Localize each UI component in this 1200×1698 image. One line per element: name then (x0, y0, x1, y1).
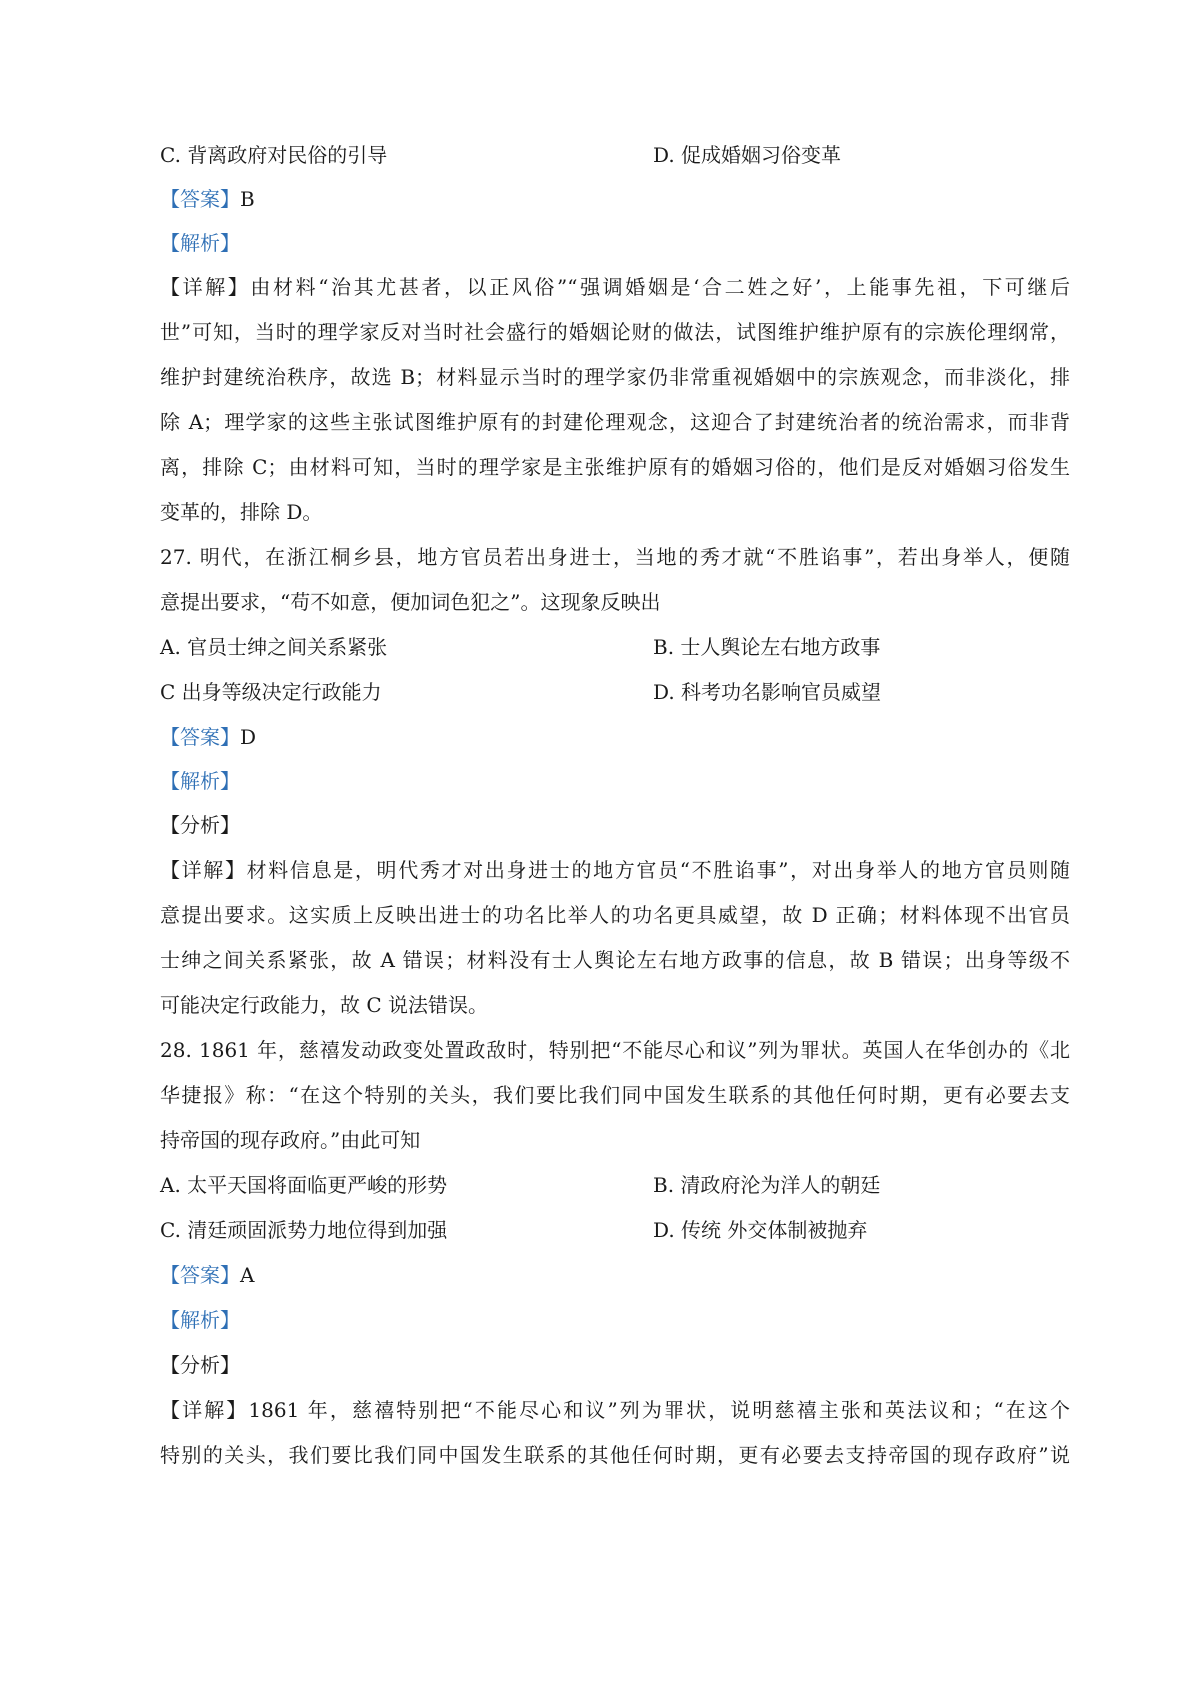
q26-option-c: C. 背离政府对民俗的引导 (160, 143, 388, 167)
q27-option-c: C 出身等级决定行政能力 (160, 680, 382, 704)
answer-tag: 【答案】 (160, 1263, 240, 1287)
q26-option-d: D. 促成婚姻习俗变革 (653, 143, 842, 167)
q27-detail-line: 意提出要求。这实质上反映出进士的功名比举人的功名更具威望，故 D 正确；材料体现不出官员 (160, 903, 1070, 927)
q28-detail-line: 【详解】1861 年，慈禧特别把“不能尽心和议”列为罪状，说明慈禧主张和英法议和；“在这个 (160, 1398, 1070, 1422)
q28-option-d: D. 传统 外交体制被抛弃 (653, 1218, 868, 1242)
q26-detail-line: 世”可知，当时的理学家反对当时社会盛行的婚姻论财的做法，试图维护维护原有的宗族伦理纲常， (160, 320, 1070, 344)
q27-detail-line: 【详解】材料信息是，明代秀才对出身进士的地方官员“不胜谄事”，对出身举人的地方官员则随 (160, 858, 1070, 882)
q28-stem-line: 华捷报》称：“在这个特别的关头，我们要比我们同中国发生联系的其他任何时期，更有必要去支 (160, 1083, 1070, 1107)
q27-answer: D (240, 725, 257, 749)
q27-option-a: A. 官员士绅之间关系紧张 (160, 635, 388, 659)
q28-answer: A (240, 1263, 255, 1287)
q27-fenxi-tag: 【分析】 (160, 813, 240, 837)
q28-stem-line: 28. 1861 年，慈禧发动政变处置政敌时，特别把“不能尽心和议”列为罪状。英国人在华创办的《北 (160, 1038, 1070, 1062)
q27-option-b: B. 士人舆论左右地方政事 (653, 635, 881, 659)
q28-analysis-tag: 【解析】 (160, 1308, 240, 1332)
q27-detail-line: 士绅之间关系紧张，故 A 错误；材料没有士人舆论左右地方政事的信息，故 B 错误；出身等级不 (160, 948, 1070, 972)
q27-option-d: D. 科考功名影响官员威望 (653, 680, 882, 704)
q28-stem-line: 持帝国的现存政府。”由此可知 (160, 1128, 421, 1152)
q28-option-c: C. 清廷顽固派势力地位得到加强 (160, 1218, 448, 1242)
q28-detail-line: 特别的关头，我们要比我们同中国发生联系的其他任何时期，更有必要去支持帝国的现存政府”说 (160, 1443, 1070, 1467)
q27-detail-line: 可能决定行政能力，故 C 说法错误。 (160, 993, 489, 1017)
q27-stem-line: 意提出要求，“苟不如意，便加词色犯之”。这现象反映出 (160, 590, 661, 614)
q28-answer-line (160, 1260, 1070, 1290)
q26-detail-line: 变革的，排除 D。 (160, 500, 323, 524)
answer-tag: 【答案】 (160, 725, 240, 749)
q27-stem-line: 27. 明代，在浙江桐乡县，地方官员若出身进士，当地的秀才就“不胜谄事”，若出身举人，便随 (160, 545, 1070, 569)
q28-option-a: A. 太平天国将面临更严峻的形势 (160, 1173, 448, 1197)
q26-answer-line (160, 184, 1070, 214)
q26-detail-line: 维护封建统治秩序，故选 B；材料显示当时的理学家仍非常重视婚姻中的宗族观念，而非淡化，排 (160, 365, 1070, 389)
q26-analysis-tag: 【解析】 (160, 231, 240, 255)
answer-tag: 【答案】 (160, 187, 240, 211)
q26-answer: B (240, 187, 255, 211)
q27-answer-line (160, 722, 1070, 752)
q26-detail-line: 离，排除 C；由材料可知，当时的理学家是主张维护原有的婚姻习俗的，他们是反对婚姻习俗发生 (160, 455, 1070, 479)
q26-detail-line: 【详解】由材料“治其尤甚者，以正风俗”“强调婚姻是‘合二姓之好’，上能事先祖，下可继后 (160, 275, 1070, 299)
q27-analysis-tag: 【解析】 (160, 769, 240, 793)
q28-option-b: B. 清政府沦为洋人的朝廷 (653, 1173, 881, 1197)
q26-detail-line: 除 A；理学家的这些主张试图维护原有的封建伦理观念，这迎合了封建统治者的统治需求，而非背 (160, 410, 1070, 434)
q28-fenxi-tag: 【分析】 (160, 1353, 240, 1377)
